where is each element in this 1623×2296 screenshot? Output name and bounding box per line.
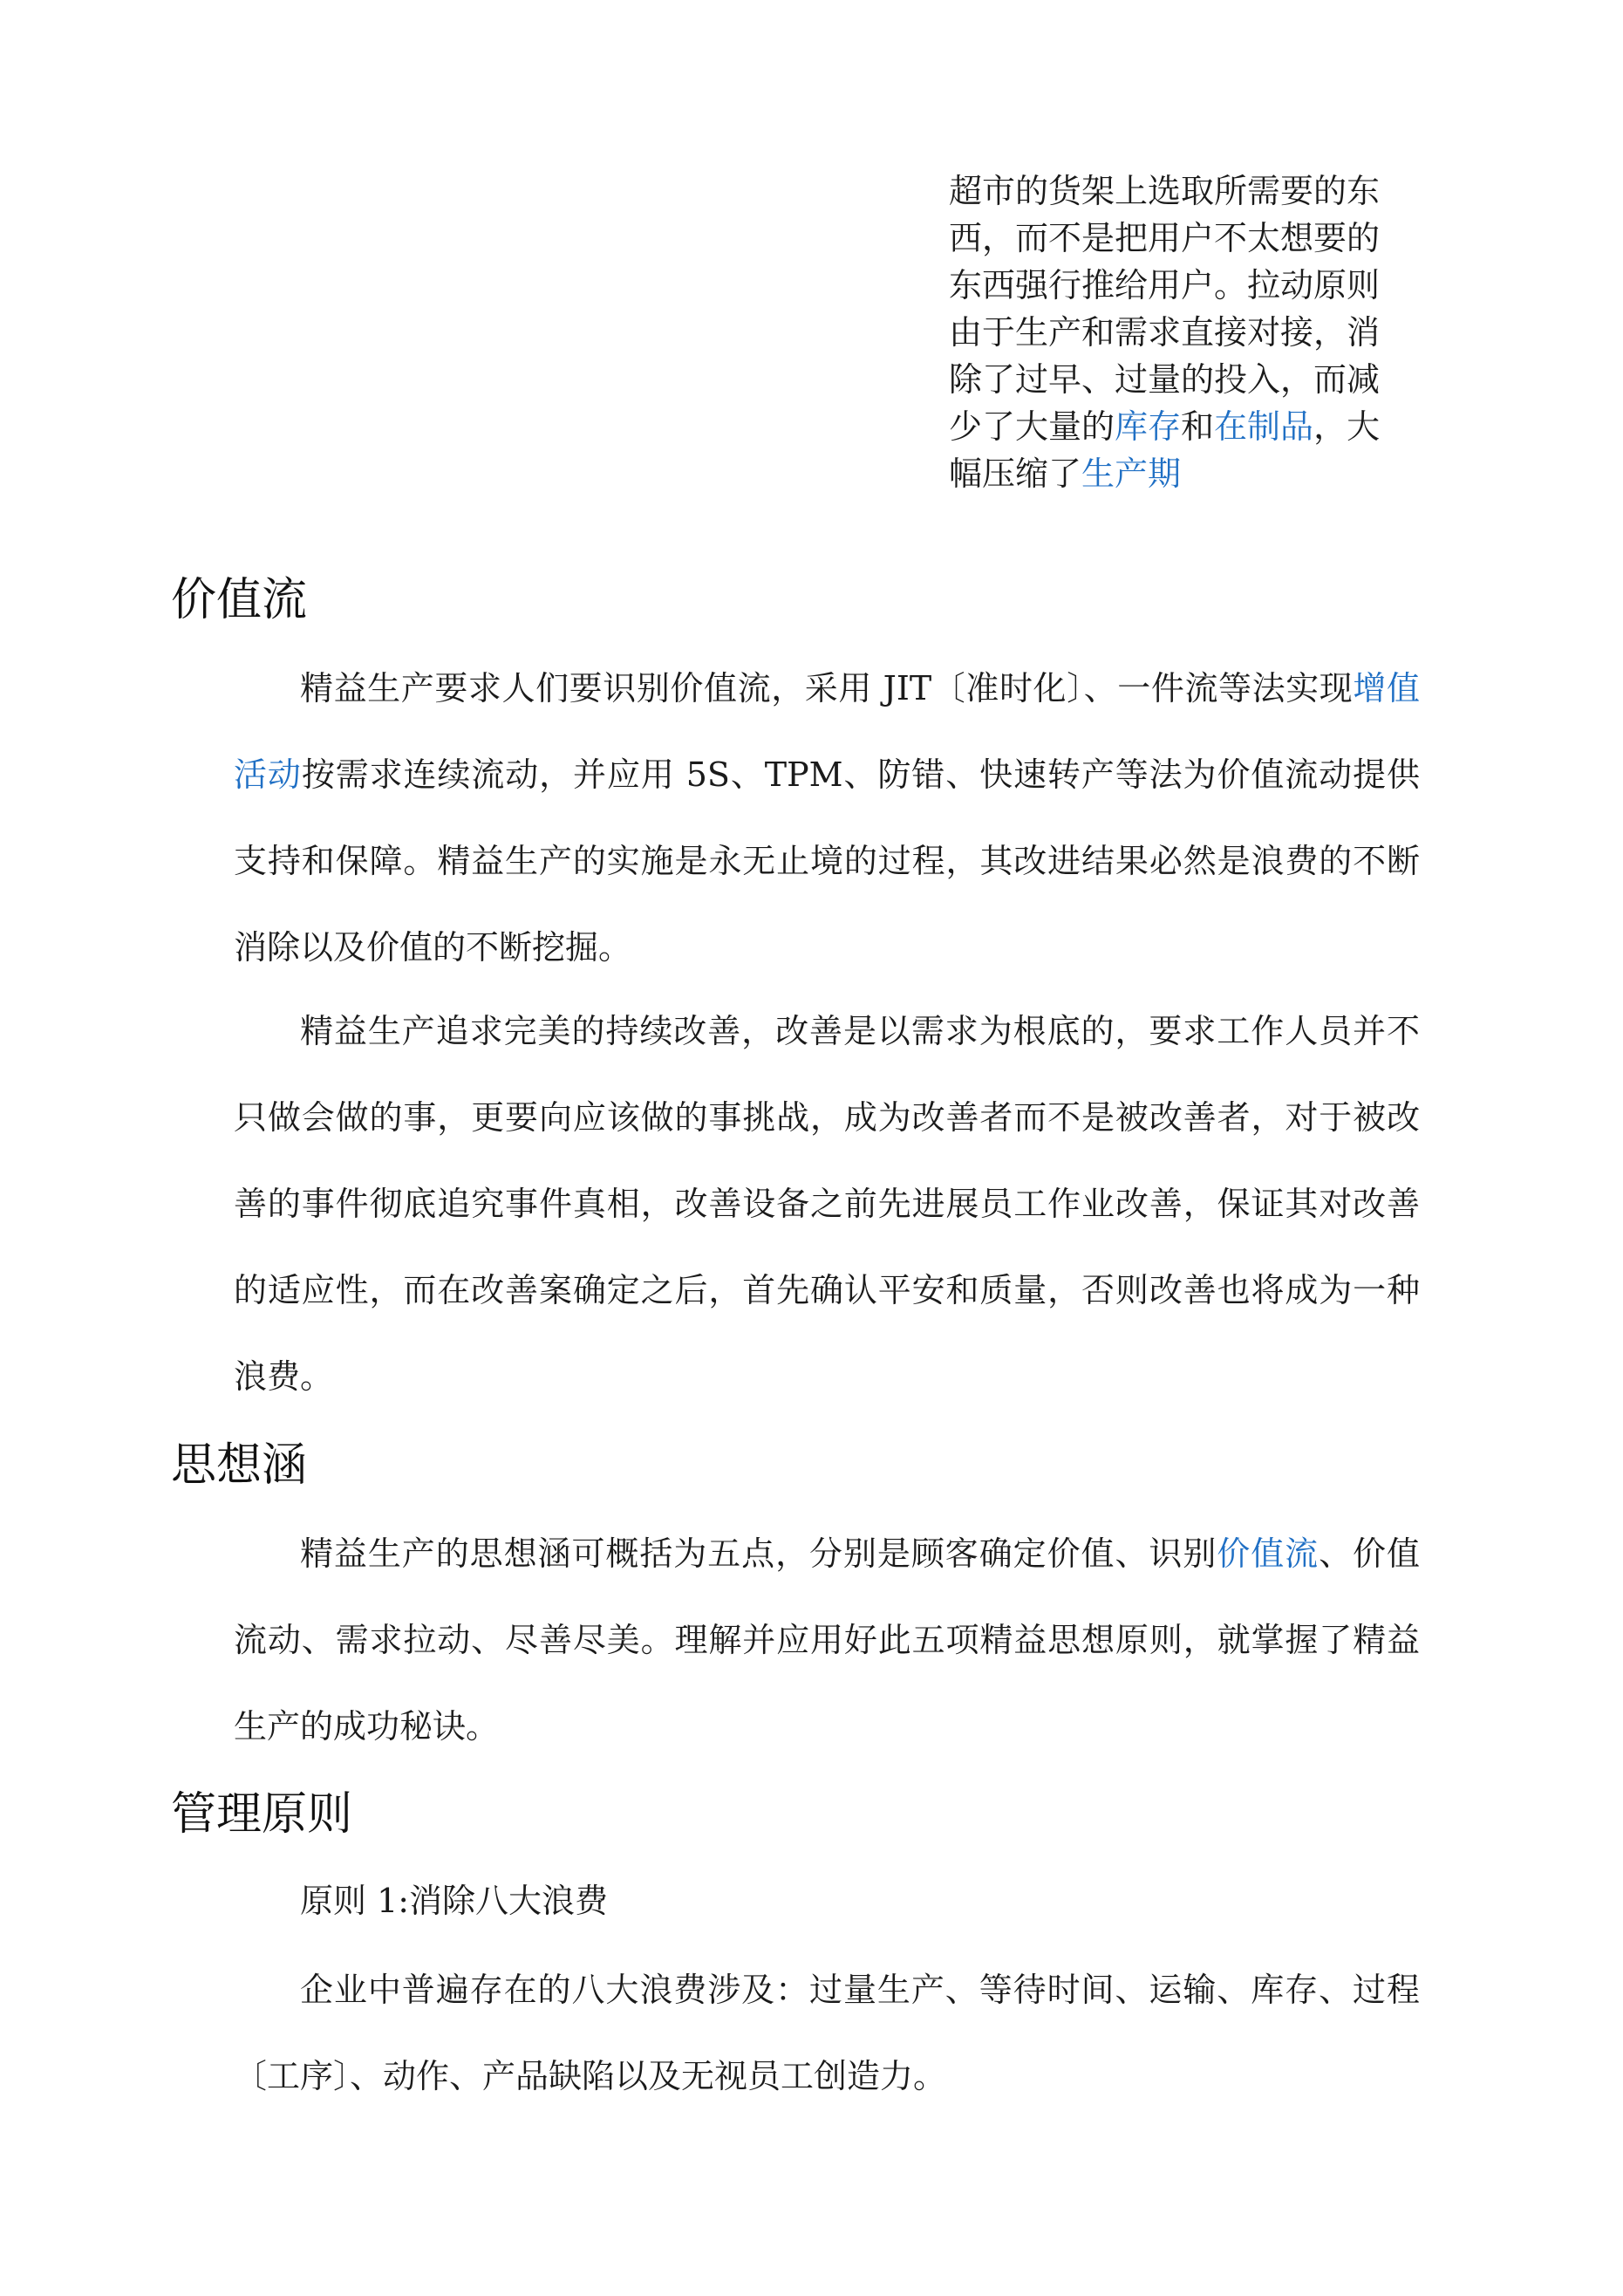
heading-management-principles: 管理原则: [171, 1788, 353, 1841]
continuation-paragraph: [949, 167, 1402, 497]
value-stream-text-1a: 精益生产要求人们要识别价值流，采用 JIT〔准时化〕、一件流等法实现: [300, 669, 1354, 707]
connotation-text-1a: 精益生产的思想涵可概括为五点，分别是顾客确定价值、识别: [300, 1534, 1217, 1573]
link-value-added-activity[interactable]: 增值活动: [234, 669, 1420, 794]
connotation-text-1b: 、价值流动、需求拉动、尽善尽美。理解并应用好此五项精益思想原则，就掌握了精益生产的成功秘诀。: [234, 1534, 1420, 1746]
link-value-stream[interactable]: 价值流: [1217, 1534, 1320, 1573]
link-production-cycle[interactable]: 生产期: [1081, 454, 1182, 493]
continuation-text-2: 和: [1181, 407, 1215, 446]
value-stream-paragraph-1: [234, 646, 1420, 991]
heading-value-stream: 价值流: [171, 574, 308, 626]
continuation-text-3: ，大幅压缩了: [949, 407, 1381, 493]
principle-1-paragraph: 企业中普遍存在的八大浪费涉及：过量生产、等待时间、运输、库存、过程〔工序〕、动作、产品缺陷以及无视员工创造力。: [234, 1971, 1420, 2095]
connotation-paragraph-1: [234, 1511, 1420, 1770]
continuation-column: [949, 167, 1402, 497]
link-wip[interactable]: 在制品: [1214, 407, 1314, 446]
value-stream-text-1b: 按需求连续流动，并应用 5S、TPM、防错、快速转产等法为价值流动提供支持和保障。精益生产的实施是永无止境的过程，其改进结果必然是浪费的不断消除以及价值的不断挖掘。: [234, 755, 1420, 967]
principle-1-title: 原则 1:消除八大浪费: [300, 1882, 609, 1920]
value-stream-paragraph-2: 精益生产追求完美的持续改善，改善是以需求为根底的，要求工作人员并不只做会做的事，更要向应该做的事挑战，成为改善者而不是被改善者，对于被改善的事件彻底追究事件真相，改善设备之前先进展员工作业改善，保证其对改善的适应性，而在改善案确定之后，首先确认平安和质量，否则改善也将成为一种浪费。: [234, 1012, 1420, 1396]
heading-connotation: 思想涵: [171, 1439, 308, 1492]
continuation-text-1: 超市的货架上选取所需要的东西，而不是把用户不太想要的东西强行推给用户。拉动原则由于生产和需求直接对接，消除了过早、过量的投入，而减少了大量的: [949, 172, 1381, 446]
link-inventory[interactable]: 库存: [1115, 407, 1182, 446]
